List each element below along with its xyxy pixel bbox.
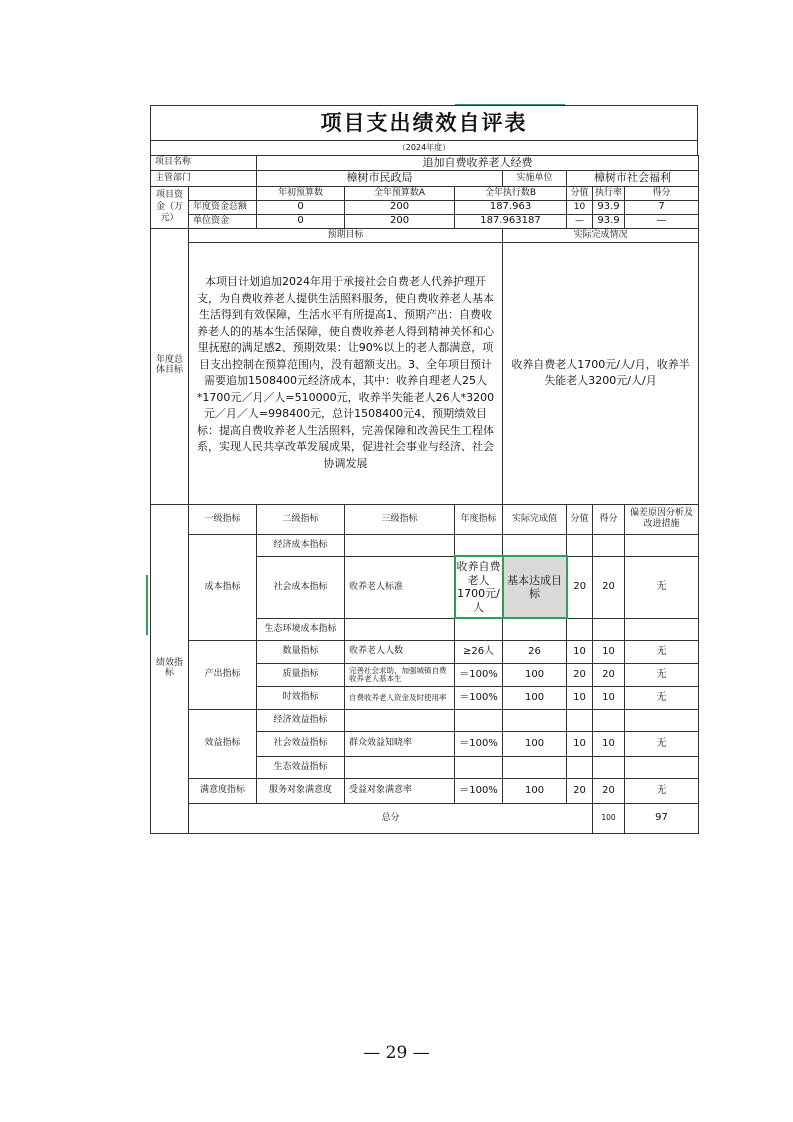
score-header: 分值 bbox=[567, 186, 593, 200]
page-number: — 29 — bbox=[363, 1043, 430, 1063]
satisfaction-l2: 服务对象满意度 bbox=[257, 778, 345, 803]
cost-social-score: 20 bbox=[567, 556, 593, 618]
unit-funds-score: — bbox=[567, 214, 593, 228]
annual-total-rate: 93.9 bbox=[593, 200, 625, 214]
output-row-got: 10 bbox=[593, 686, 625, 709]
benefit-econ-l2: 经济效益指标 bbox=[257, 709, 345, 731]
score-get-header: 得分 bbox=[593, 504, 625, 534]
satisfaction-dev: 无 bbox=[625, 778, 699, 803]
cost-social-got: 20 bbox=[593, 556, 625, 618]
satisfaction-l1: 满意度指标 bbox=[189, 778, 257, 803]
score-val-header: 分值 bbox=[567, 504, 593, 534]
output-row-l3: 自费收养老人资金及时使用率 bbox=[345, 686, 455, 709]
benefit-social-dev: 无 bbox=[625, 731, 699, 756]
output-row-score: 10 bbox=[567, 640, 593, 663]
output-row-l3: 收养老人人数 bbox=[345, 640, 455, 663]
cost-social-l3: 收养老人标准 bbox=[345, 556, 455, 618]
actual-val-header: 实际完成值 bbox=[503, 504, 567, 534]
output-row-dev: 无 bbox=[625, 686, 699, 709]
output-row-dev: 无 bbox=[625, 663, 699, 686]
annual-total-label: 年度资金总额 bbox=[189, 200, 257, 214]
benefit-social-actual: 100 bbox=[503, 731, 567, 756]
unit-funds-rate: 93.9 bbox=[593, 214, 625, 228]
output-row-actual: 100 bbox=[503, 663, 567, 686]
output-row-annual: ≥26人 bbox=[455, 640, 503, 663]
annual-total-full-budget: 200 bbox=[345, 200, 455, 214]
annual-total-initial: 0 bbox=[257, 200, 345, 214]
got-score-header: 得分 bbox=[625, 186, 699, 200]
lvl1-header: 一级指标 bbox=[189, 504, 257, 534]
benefit-social-got: 10 bbox=[593, 731, 625, 756]
unit-funds-full-budget: 200 bbox=[345, 214, 455, 228]
output-row-actual: 26 bbox=[503, 640, 567, 663]
benefit-eco-l2: 生态效益指标 bbox=[257, 756, 345, 778]
output-row-actual: 100 bbox=[503, 686, 567, 709]
full-exec-header: 全年执行数B bbox=[455, 186, 567, 200]
evaluation-sheet bbox=[150, 105, 698, 834]
perf-section-label: 绩效指标 bbox=[151, 504, 189, 833]
output-row-l2: 时效指标 bbox=[257, 686, 345, 709]
total-got: 97 bbox=[625, 803, 699, 833]
benefit-social-l2: 社会效益指标 bbox=[257, 731, 345, 756]
cost-econ-l2: 经济成本指标 bbox=[257, 534, 345, 556]
benefit-social-l3: 群众效益知晓率 bbox=[345, 731, 455, 756]
benefit-l1: 效益指标 bbox=[189, 709, 257, 778]
unit-funds-full-exec: 187.963187 bbox=[455, 214, 567, 228]
output-row-annual: ＝100% bbox=[455, 686, 503, 709]
satisfaction-annual: ＝100% bbox=[455, 778, 503, 803]
output-row-l3: 完善社会求助，加强城镇自费收养老人基本生 bbox=[345, 663, 455, 686]
actual-header: 实际完成情况 bbox=[503, 228, 699, 242]
full-budget-header: 全年预算数A bbox=[345, 186, 455, 200]
output-l1: 产出指标 bbox=[189, 640, 257, 709]
unit-funds-label: 单位资金 bbox=[189, 214, 257, 228]
dept-label: 主管部门 bbox=[151, 170, 257, 186]
cost-social-dev: 无 bbox=[625, 556, 699, 618]
output-row-got: 20 bbox=[593, 663, 625, 686]
expected-header: 预期目标 bbox=[189, 228, 503, 242]
lvl3-header: 三级指标 bbox=[345, 504, 455, 534]
output-row-score: 10 bbox=[567, 686, 593, 709]
cost-social-l2: 社会成本指标 bbox=[257, 556, 345, 618]
benefit-social-score: 10 bbox=[567, 731, 593, 756]
output-row-l2: 质量指标 bbox=[257, 663, 345, 686]
unit-funds-initial: 0 bbox=[257, 214, 345, 228]
satisfaction-got: 20 bbox=[593, 778, 625, 803]
satisfaction-score: 20 bbox=[567, 778, 593, 803]
goal-section-label: 年度总体目标 bbox=[151, 228, 189, 504]
actual-goal-text: 收养自费老人1700元/人/月，收养半失能老人3200元/人/月 bbox=[503, 242, 699, 504]
output-row-l2: 数量指标 bbox=[257, 640, 345, 663]
unit-funds-got: — bbox=[625, 214, 699, 228]
evaluation-table bbox=[150, 155, 699, 834]
annual-total-got: 7 bbox=[625, 200, 699, 214]
annual-idx-header: 年度指标 bbox=[455, 504, 503, 534]
cost-eco-l2: 生态环境成本指标 bbox=[257, 618, 345, 640]
project-name-value: 追加自费收养老人经费 bbox=[257, 156, 699, 171]
satisfaction-actual: 100 bbox=[503, 778, 567, 803]
decorative-mark bbox=[146, 575, 148, 635]
annual-budget-header: 年初预算数 bbox=[257, 186, 345, 200]
project-name-label: 项目名称 bbox=[151, 156, 257, 171]
output-row-got: 10 bbox=[593, 640, 625, 663]
benefit-social-annual: ＝100% bbox=[455, 731, 503, 756]
total-label: 总分 bbox=[189, 803, 593, 833]
deviation-header: 偏差原因分析及改进措施 bbox=[625, 504, 699, 534]
expected-goal-text: 本项目计划追加2024年用于承接社会自费老人代养护理开支，为自费收养老人提供生活照料服务，使自费收养老人基本生活得到有效保障，生活水平有所提高1、预期产出：自费收养老人的的基本生活保障，使自费收养老人得到精神关怀和心里抚慰的满足感2、预期效果：让90%以上的老人都满意，项目支出控制在预算范围内，没有超额支出。3、全年项目预计需要追加1508400元经济成本，其中：收养自理老人25人*1700元／月／人=510000元，收养半失能老人26人*3200元／月／人=998400元，总计1508400元4、预期绩效目标：提高自费收养老人生活照料，完善保障和改善民生工程体系，实现人民共享改革发展成果，促进社会事业与经济、社会协调发展 bbox=[189, 242, 503, 504]
exec-rate-header: 执行率 bbox=[593, 186, 625, 200]
output-row-dev: 无 bbox=[625, 640, 699, 663]
annual-total-full-exec: 187.963 bbox=[455, 200, 567, 214]
dept-value: 樟树市民政局 bbox=[257, 170, 503, 186]
cost-social-annual: 收养自费老人1700元/人 bbox=[455, 556, 503, 618]
output-row-annual: ＝100% bbox=[455, 663, 503, 686]
cost-l1: 成本指标 bbox=[189, 534, 257, 640]
satisfaction-l3: 受益对象满意率 bbox=[345, 778, 455, 803]
lvl2-header: 二级指标 bbox=[257, 504, 345, 534]
impl-unit-label: 实施单位 bbox=[503, 170, 567, 186]
funds-label: 项目资金（万元） bbox=[151, 186, 189, 228]
cost-social-actual: 基本达成目标 bbox=[503, 556, 567, 618]
year-label: （2024年度） bbox=[150, 140, 698, 155]
annual-total-score: 10 bbox=[567, 200, 593, 214]
page-title: 项目支出绩效自评表 bbox=[150, 105, 698, 140]
total-score: 100 bbox=[593, 803, 625, 833]
impl-unit-value: 樟树市社会福利 bbox=[567, 170, 699, 186]
output-row-score: 20 bbox=[567, 663, 593, 686]
